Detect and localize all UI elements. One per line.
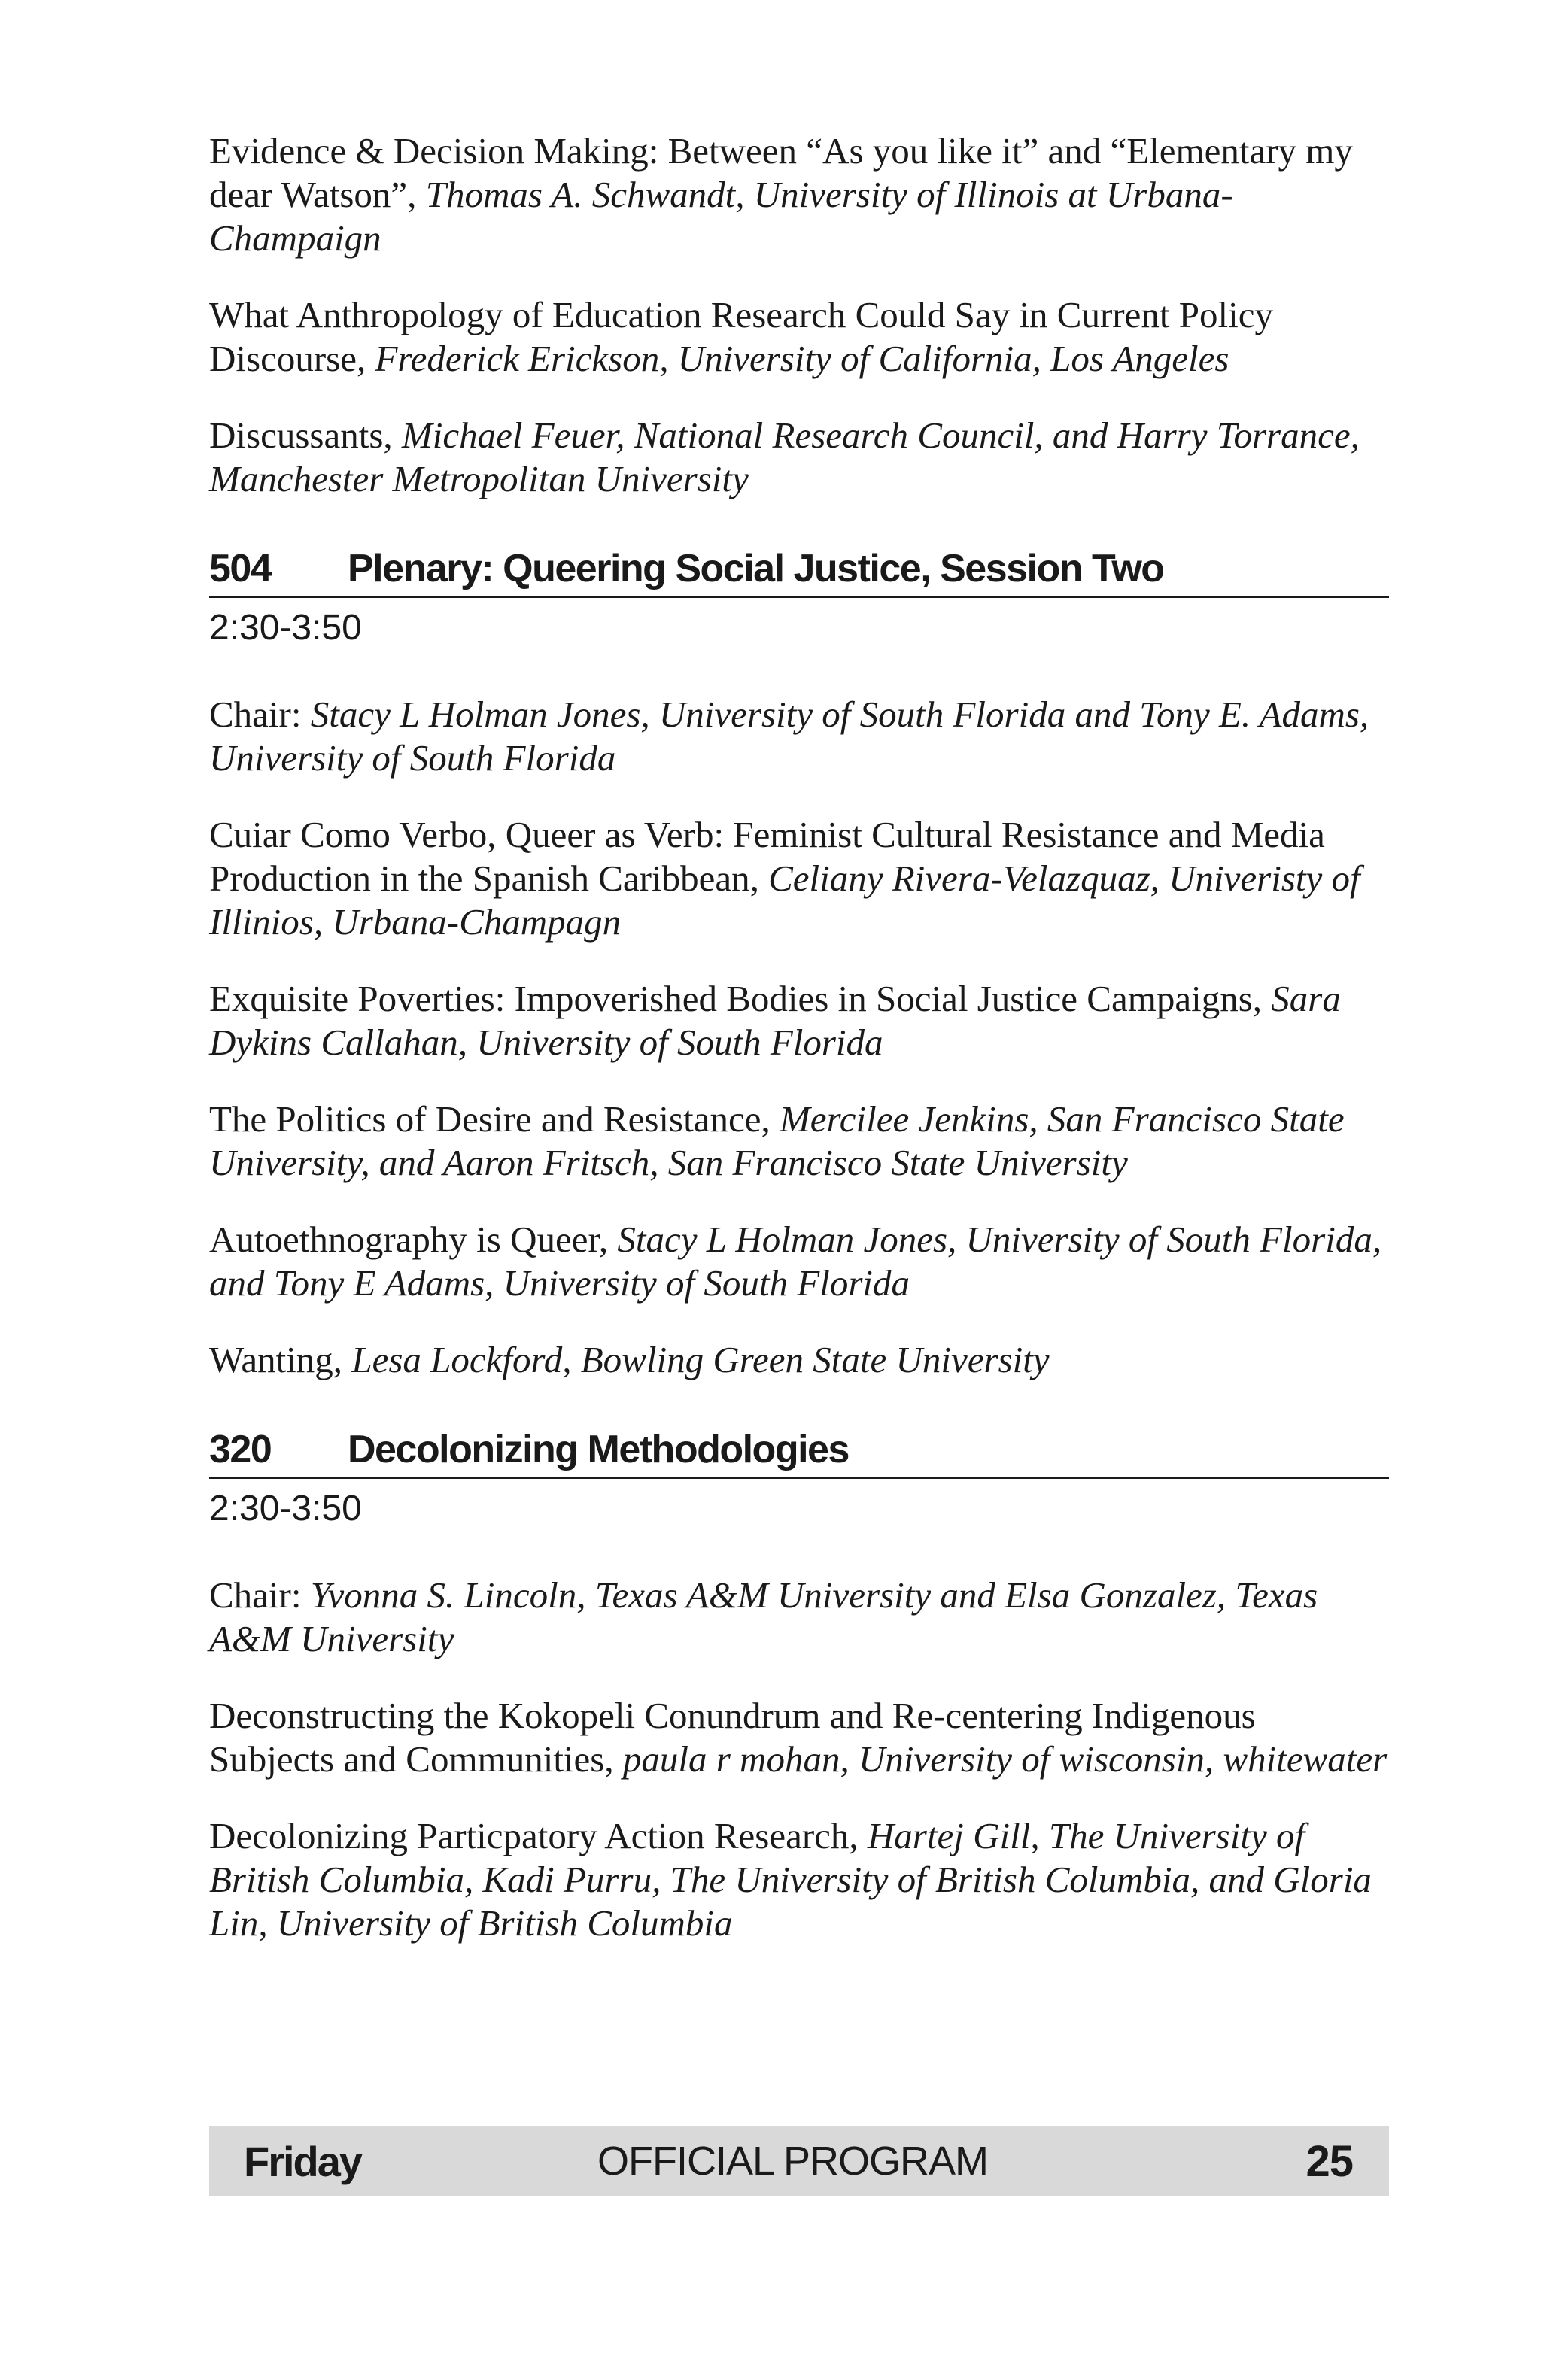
entry-title: Exquisite Poverties: Impoverished Bodies in Social Justice Campaigns, bbox=[209, 978, 1272, 1019]
entry-authors: paula r mohan, University of wisconsin, whitewater bbox=[622, 1738, 1388, 1780]
entry bbox=[209, 1338, 1389, 1382]
entry-title: Wanting, bbox=[209, 1339, 352, 1380]
entry bbox=[209, 813, 1389, 944]
entry bbox=[209, 1218, 1389, 1305]
entry-authors: Michael Feuer, National Research Council, and Harry Torrance, Manchester Metropolitan University bbox=[209, 414, 1360, 499]
entry bbox=[209, 293, 1389, 381]
entry-authors: Yvonna S. Lincoln, Texas A&M University and Elsa Gonzalez, Texas A&M University bbox=[209, 1574, 1318, 1659]
session-title: Plenary: Queering Social Justice, Session Two bbox=[348, 547, 1164, 590]
entry-authors: Lesa Lockford, Bowling Green State University bbox=[351, 1339, 1050, 1380]
session-number: 320 bbox=[209, 1428, 272, 1471]
entry-title: The Politics of Desire and Resistance, bbox=[209, 1098, 780, 1140]
session-number: 504 bbox=[209, 547, 272, 590]
session-320 bbox=[209, 1425, 1389, 1945]
program-page bbox=[209, 129, 1389, 1978]
entry-title: Discussants, bbox=[209, 414, 402, 456]
session-title: Decolonizing Methodologies bbox=[348, 1428, 849, 1471]
entry-title: What Anthropology of Education Research Could Say in Current Policy Discourse, bbox=[209, 294, 1273, 379]
entry-authors: Stacy L Holman Jones, University of South Florida and Tony E. Adams, University of South Florida bbox=[209, 694, 1369, 779]
session-heading bbox=[209, 545, 1389, 598]
entry bbox=[209, 1574, 1389, 1661]
entry-title: Decolonizing Particpatory Action Research, bbox=[209, 1815, 868, 1856]
footer-program-label: OFFICIAL PROGRAM bbox=[597, 2139, 989, 2184]
entry-title: Cuiar Como Verbo, Queer as Verb: Feminist Cultural Resistance and Media Production in the Spanish Caribbean, bbox=[209, 814, 1325, 899]
entry-authors: Sara Dykins Callahan, University of South Florida bbox=[209, 978, 1341, 1063]
session-504 bbox=[209, 545, 1389, 1382]
entry-title: Evidence & Decision Making: Between “As you like it” and “Elementary my dear Watson”, bbox=[209, 130, 1353, 215]
page-footer bbox=[209, 2126, 1389, 2196]
entry-title: Deconstructing the Kokopeli Conundrum and Re-centering Indigenous Subjects and Communities, bbox=[209, 1695, 1256, 1780]
session-time: 2:30-3:50 bbox=[209, 608, 362, 648]
entry-title: Chair: bbox=[209, 1574, 311, 1616]
entry bbox=[209, 1694, 1389, 1781]
entry-title: Autoethnography is Queer, bbox=[209, 1219, 618, 1260]
entry bbox=[209, 129, 1389, 260]
entry bbox=[209, 1097, 1389, 1185]
entry bbox=[209, 693, 1389, 780]
page-number: 25 bbox=[1305, 2136, 1353, 2186]
entry bbox=[209, 414, 1389, 501]
entry-authors: Thomas A. Schwandt, University of Illinois at Urbana-Champaign bbox=[209, 174, 1233, 259]
intro-entries bbox=[209, 129, 1389, 501]
entry-authors: Frederick Erickson, University of California, Los Angeles bbox=[375, 338, 1229, 379]
session-time: 2:30-3:50 bbox=[209, 1489, 362, 1528]
entry-authors: Stacy L Holman Jones, University of South Florida, and Tony E Adams, University of South Florida bbox=[209, 1219, 1382, 1304]
session-heading bbox=[209, 1425, 1389, 1479]
entry-authors: Mercilee Jenkins, San Francisco State University, and Aaron Fritsch, San Francisco State University bbox=[209, 1098, 1345, 1183]
entry-title: Chair: bbox=[209, 694, 311, 735]
entry bbox=[209, 1814, 1389, 1945]
entry-authors: Hartej Gill, The University of British Columbia, Kadi Purru, The University of British Columbia, and Gloria Lin, University of British Columbia bbox=[209, 1815, 1372, 1944]
entry-authors: Celiany Rivera-Velazquaz, Univeristy of Illinios, Urbana-Champagn bbox=[209, 858, 1360, 943]
entry bbox=[209, 977, 1389, 1064]
footer-day: Friday bbox=[244, 2137, 362, 2185]
